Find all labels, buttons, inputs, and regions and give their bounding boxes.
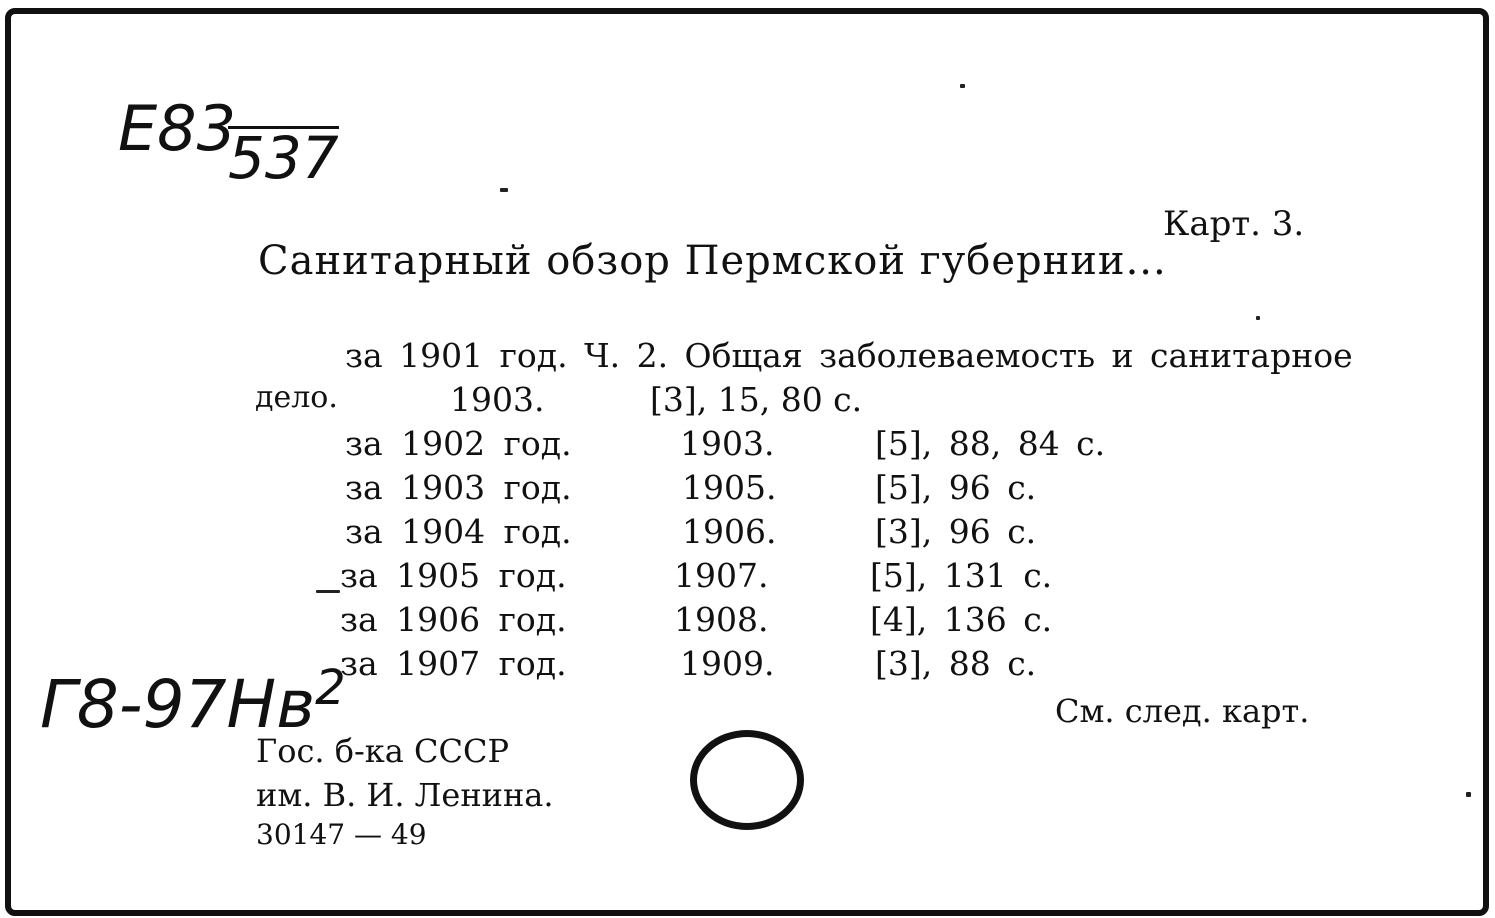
dust-speck [1466, 792, 1471, 797]
entry-label: за 1905 год. [340, 556, 567, 595]
entry-year: 1909. [680, 644, 775, 683]
shelfmark-code: E83 [118, 92, 237, 165]
shelfmark-bottom-sup: 2 [315, 660, 346, 716]
shelfmark-fraction-number: 537 [228, 124, 339, 192]
library-line-2: им. В. И. Ленина. [256, 776, 554, 814]
entry-extent: [3], 88 с. [875, 644, 1037, 683]
entry-year: 1908. [674, 600, 769, 639]
library-line-1: Гос. б-ка СССР [256, 732, 510, 770]
dust-speck [500, 188, 508, 192]
continuation-note: См. след. карт. [1055, 692, 1310, 730]
entry-extent: [5], 131 с. [870, 556, 1053, 595]
entry-label: за 1904 год. [345, 512, 572, 551]
dust-speck [960, 84, 965, 88]
shelfmark-bottom-code: Г8-97Нв [40, 666, 316, 743]
entry-1901-year: 1903. [450, 380, 545, 419]
entry-extent: [5], 96 с. [875, 468, 1037, 507]
entry-year: 1903. [680, 424, 775, 463]
entry-extent: [5], 88, 84 с. [875, 424, 1106, 463]
handwritten-shelfmark-fraction [228, 124, 339, 192]
entry-extent: [3], 96 с. [875, 512, 1037, 551]
library-line-3: 30147 — 49 [256, 818, 427, 851]
card-title: Санитарный обзор Пермской губернии... [258, 238, 1167, 284]
dust-speck [316, 590, 340, 593]
handwritten-shelfmark-bottom [40, 660, 346, 743]
entry-label: за 1906 год. [340, 600, 567, 639]
entry-year: 1906. [682, 512, 777, 551]
dust-speck [1256, 316, 1260, 320]
entry-1901-extent: [3], 15, 80 с. [650, 380, 863, 419]
entry-1901-prefix: дело. [255, 380, 338, 415]
entry-label: за 1903 год. [345, 468, 572, 507]
entry-label: за 1902 год. [345, 424, 572, 463]
entry-extent: [4], 136 с. [870, 600, 1053, 639]
entry-label: за 1907 год. [340, 644, 567, 683]
handwritten-shelfmark-top [118, 92, 236, 165]
card-number: Карт. 3. [1163, 204, 1305, 244]
entry-1901-line1: за 1901 год. Ч. 2. Общая заболеваемость и санитарное [345, 336, 1353, 375]
entry-year: 1905. [682, 468, 777, 507]
punch-hole [690, 730, 804, 830]
entry-year: 1907. [674, 556, 769, 595]
